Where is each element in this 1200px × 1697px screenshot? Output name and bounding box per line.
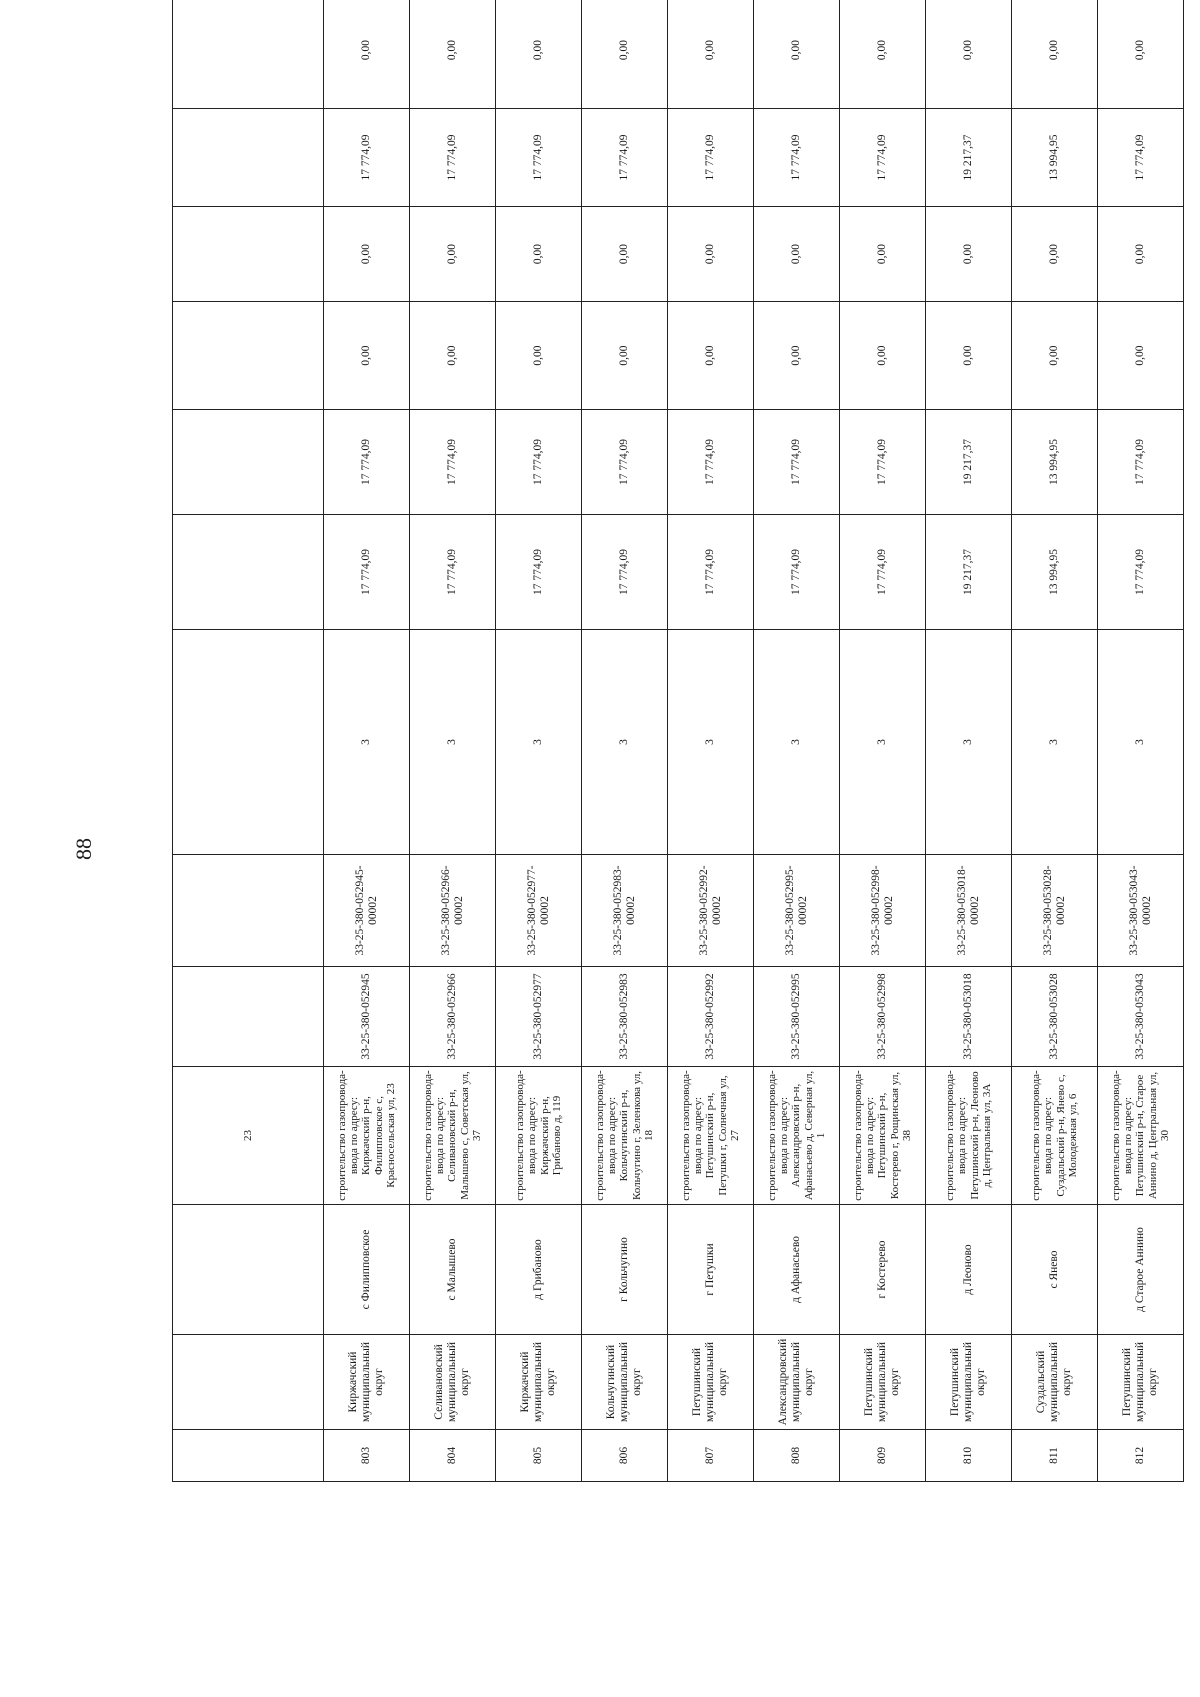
district-cell: Петушинский муниципальный округ (926, 1335, 1012, 1430)
amount-cell: 0,00 (410, 207, 496, 302)
amount-cell: 17 774,09 (496, 109, 582, 207)
header-cell (173, 1335, 324, 1430)
amount-cell: 0,00 (496, 302, 582, 410)
category-cell: 3 (668, 630, 754, 855)
amount-cell: 0,00 (324, 0, 410, 109)
object-full-code-cell: 33-25-380-052983-00002 (582, 855, 668, 967)
amount-cell: 17 774,09 (840, 410, 926, 515)
object-full-code-cell: 33-25-380-052995-00002 (754, 855, 840, 967)
amount-cell: 0,00 (1098, 0, 1184, 109)
table-row (496, 0, 582, 1482)
amount-cell: 0,00 (582, 207, 668, 302)
table-row (410, 0, 496, 1482)
amount-cell: 0,00 (754, 207, 840, 302)
object-full-code-cell: 33-25-380-053043-00002 (1098, 855, 1184, 967)
amount-cell: 17 774,09 (324, 515, 410, 630)
amount-cell: 0,00 (496, 207, 582, 302)
locality-cell: д Старое Аннино (1098, 1205, 1184, 1335)
object-code-cell: 33-25-380-052977 (496, 967, 582, 1067)
amount-cell: 13 994,95 (1012, 109, 1098, 207)
amount-cell: 13 994,95 (1012, 410, 1098, 515)
amount-cell: 19 217,37 (926, 410, 1012, 515)
object-full-code-cell: 33-25-380-053018-00002 (926, 855, 1012, 967)
row-number: 807 (668, 1430, 754, 1482)
amount-cell: 0,00 (1098, 207, 1184, 302)
amount-cell: 0,00 (668, 0, 754, 109)
header-cell (173, 630, 324, 855)
amount-cell: 19 217,37 (926, 515, 1012, 630)
amount-cell: 13 994,95 (1012, 515, 1098, 630)
category-cell: 3 (324, 630, 410, 855)
header-cell (173, 1430, 324, 1482)
category-cell: 3 (754, 630, 840, 855)
object-code-cell: 33-25-380-052983 (582, 967, 668, 1067)
locality-cell: д Леоново (926, 1205, 1012, 1335)
amount-cell: 0,00 (324, 207, 410, 302)
amount-cell: 17 774,09 (840, 109, 926, 207)
category-cell: 3 (1012, 630, 1098, 855)
amount-cell: 0,00 (754, 0, 840, 109)
row-number: 808 (754, 1430, 840, 1482)
row-number: 805 (496, 1430, 582, 1482)
table-row (668, 0, 754, 1482)
amount-cell: 0,00 (582, 302, 668, 410)
object-code-cell: 33-25-380-053043 (1098, 967, 1184, 1067)
amount-cell: 0,00 (1012, 207, 1098, 302)
row-number: 812 (1098, 1430, 1184, 1482)
district-cell: Киржачский муниципальный округ (496, 1335, 582, 1430)
work-description-cell: строительство газопровода-ввода по адресу: Александровский р-н, Афанасьево д, Северная ул, 1 (754, 1067, 840, 1205)
work-description-cell: строительство газопровода-ввода по адресу: Суздальский р-н, Янево с, Молодежная ул, 6 (1012, 1067, 1098, 1205)
amount-cell: 0,00 (926, 207, 1012, 302)
row-number: 803 (324, 1430, 410, 1482)
amount-cell: 0,00 (840, 0, 926, 109)
object-full-code-cell: 33-25-380-052966-00002 (410, 855, 496, 967)
work-description-cell: строительство газопровода-ввода по адресу: Петушинский р-н, Петушки г, Солнечная ул, 27 (668, 1067, 754, 1205)
amount-cell: 17 774,09 (324, 410, 410, 515)
table-row (324, 0, 410, 1482)
amount-cell: 0,00 (754, 302, 840, 410)
row-number: 810 (926, 1430, 1012, 1482)
amount-cell: 0,00 (840, 302, 926, 410)
rotated-table-container (172, 39, 1184, 1482)
amount-cell: 0,00 (840, 207, 926, 302)
amount-cell: 17 774,09 (840, 515, 926, 630)
category-cell: 3 (410, 630, 496, 855)
amount-cell: 0,00 (668, 207, 754, 302)
object-full-code-cell: 33-25-380-052992-00002 (668, 855, 754, 967)
district-cell: Суздальский муниципальный округ (1012, 1335, 1098, 1430)
amount-cell: 17 774,09 (324, 109, 410, 207)
amount-cell: 17 774,09 (754, 410, 840, 515)
row-number: 804 (410, 1430, 496, 1482)
row-number: 806 (582, 1430, 668, 1482)
district-cell: Селивановский муниципальный округ (410, 1335, 496, 1430)
table-body (173, 0, 1184, 1482)
amount-cell: 17 774,09 (410, 515, 496, 630)
locality-cell: д Грибаново (496, 1205, 582, 1335)
category-cell: 3 (926, 630, 1012, 855)
amount-cell: 0,00 (410, 0, 496, 109)
district-cell: Петушинский муниципальный округ (668, 1335, 754, 1430)
amount-cell: 17 774,09 (582, 410, 668, 515)
page-number: 88 (71, 838, 96, 860)
object-code-cell: 33-25-380-053028 (1012, 967, 1098, 1067)
header-cell: 23 (173, 1067, 324, 1205)
amount-cell: 17 774,09 (1098, 109, 1184, 207)
locality-cell: г Костерево (840, 1205, 926, 1335)
row-number: 811 (1012, 1430, 1098, 1482)
amount-cell: 0,00 (668, 302, 754, 410)
header-cell (173, 302, 324, 410)
amount-cell: 17 774,09 (1098, 410, 1184, 515)
amount-cell: 17 774,09 (668, 109, 754, 207)
amount-cell: 0,00 (1012, 0, 1098, 109)
table-row (582, 0, 668, 1482)
locality-cell: с Филипповское (324, 1205, 410, 1335)
table-row (754, 0, 840, 1482)
object-full-code-cell: 33-25-380-052945-00002 (324, 855, 410, 967)
locality-cell: с Янево (1012, 1205, 1098, 1335)
amount-cell: 0,00 (1012, 302, 1098, 410)
object-code-cell: 33-25-380-052995 (754, 967, 840, 1067)
work-description-cell: строительство газопровода-ввода по адресу: Селивановский р-н, Малышево с, Советская ул, 37 (410, 1067, 496, 1205)
object-code-cell: 33-25-380-052992 (668, 967, 754, 1067)
work-description-cell: строительство газопровода-ввода по адресу: Киржачский р-н, Грибаново д, 119 (496, 1067, 582, 1205)
header-cell (173, 855, 324, 967)
header-cell (173, 1205, 324, 1335)
amount-cell: 0,00 (926, 0, 1012, 109)
district-cell: Петушинский муниципальный округ (840, 1335, 926, 1430)
amount-cell: 0,00 (926, 302, 1012, 410)
amount-cell: 0,00 (496, 0, 582, 109)
table-row (1098, 0, 1184, 1482)
amount-cell: 17 774,09 (582, 515, 668, 630)
amount-cell: 17 774,09 (410, 109, 496, 207)
amount-cell: 17 774,09 (754, 109, 840, 207)
district-cell: Киржачский муниципальный округ (324, 1335, 410, 1430)
amount-cell: 17 774,09 (496, 515, 582, 630)
table-row (840, 0, 926, 1482)
category-cell: 3 (840, 630, 926, 855)
district-cell: Кольчугинский муниципальный округ (582, 1335, 668, 1430)
object-full-code-cell: 33-25-380-052998-00002 (840, 855, 926, 967)
amount-cell: 17 774,09 (754, 515, 840, 630)
work-description-cell: строительство газопровода-ввода по адресу: Петушинский р-н, Леоново д, Центральная ул, 3А (926, 1067, 1012, 1205)
header-cell (173, 109, 324, 207)
data-table (172, 0, 1184, 1482)
amount-cell: 0,00 (1098, 302, 1184, 410)
object-code-cell: 33-25-380-053018 (926, 967, 1012, 1067)
category-cell: 3 (582, 630, 668, 855)
amount-cell: 17 774,09 (410, 410, 496, 515)
header-cell (173, 410, 324, 515)
object-full-code-cell: 33-25-380-052977-00002 (496, 855, 582, 967)
table-header-row (173, 0, 324, 1482)
table-row (1012, 0, 1098, 1482)
amount-cell: 17 774,09 (496, 410, 582, 515)
amount-cell: 17 774,09 (1098, 515, 1184, 630)
object-code-cell: 33-25-380-052998 (840, 967, 926, 1067)
header-cell (173, 967, 324, 1067)
category-cell: 3 (496, 630, 582, 855)
amount-cell: 17 774,09 (582, 109, 668, 207)
object-code-cell: 33-25-380-052966 (410, 967, 496, 1067)
amount-cell: 0,00 (582, 0, 668, 109)
work-description-cell: строительство газопровода-ввода по адресу: Петушинский р-н, Костерево г, Рощинская ул, 38 (840, 1067, 926, 1205)
category-cell: 3 (1098, 630, 1184, 855)
work-description-cell: строительство газопровода-ввода по адресу: Киржачский р-н, Филипповское с, Красносельская ул, 23 (324, 1067, 410, 1205)
district-cell: Александровский муниципальный округ (754, 1335, 840, 1430)
work-description-cell: строительство газопровода-ввода по адресу: Петушинский р-н, Старое Аннино д, Центральная ул, 30 (1098, 1067, 1184, 1205)
object-full-code-cell: 33-25-380-053028-00002 (1012, 855, 1098, 967)
locality-cell: с Малышево (410, 1205, 496, 1335)
amount-cell: 19 217,37 (926, 109, 1012, 207)
amount-cell: 17 774,09 (668, 410, 754, 515)
locality-cell: г Петушки (668, 1205, 754, 1335)
amount-cell: 0,00 (410, 302, 496, 410)
district-cell: Петушинский муниципальный округ (1098, 1335, 1184, 1430)
locality-cell: г Кольчугино (582, 1205, 668, 1335)
work-description-cell: строительство газопровода-ввода по адресу: Кольчугинский р-н, Кольчугино г, Зеленкова ул, 18 (582, 1067, 668, 1205)
locality-cell: д Афанасьево (754, 1205, 840, 1335)
row-number: 809 (840, 1430, 926, 1482)
object-code-cell: 33-25-380-052945 (324, 967, 410, 1067)
header-cell (173, 515, 324, 630)
header-cell (173, 207, 324, 302)
amount-cell: 0,00 (324, 302, 410, 410)
header-cell (173, 0, 324, 109)
table-row (926, 0, 1012, 1482)
amount-cell: 17 774,09 (668, 515, 754, 630)
